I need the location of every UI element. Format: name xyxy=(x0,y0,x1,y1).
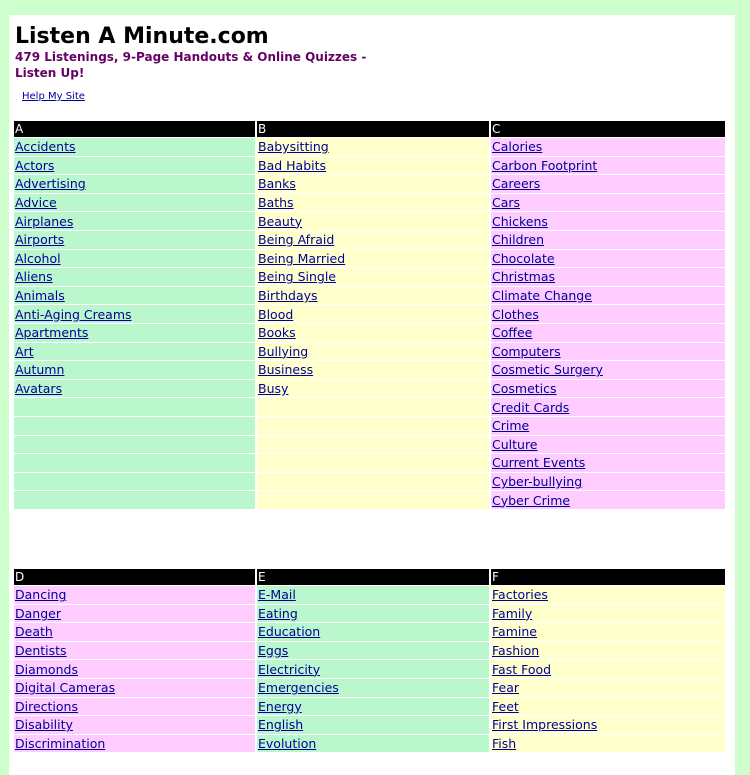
topic-link[interactable]: Fear xyxy=(492,680,519,696)
topic-cell xyxy=(14,305,255,323)
topic-cell xyxy=(489,473,725,491)
topic-cell xyxy=(14,642,255,660)
letter-header-b: B xyxy=(255,121,489,137)
topic-cell xyxy=(255,287,489,305)
topic-cell xyxy=(489,343,725,361)
topic-cell xyxy=(489,716,725,734)
table-row xyxy=(14,287,725,305)
topic-link[interactable]: Digital Cameras xyxy=(15,680,116,696)
topic-cell xyxy=(489,231,725,249)
topic-cell xyxy=(14,175,255,193)
topic-cell xyxy=(489,138,725,156)
table-row xyxy=(14,473,725,491)
site-title: Listen A Minute.com xyxy=(15,24,269,49)
topic-cell xyxy=(255,305,489,323)
topic-link[interactable]: Blood xyxy=(258,306,294,322)
table-row xyxy=(14,361,725,379)
topic-link[interactable]: Clothes xyxy=(492,306,539,322)
topic-link[interactable]: Art xyxy=(15,343,34,359)
topic-cell xyxy=(14,698,255,716)
topic-link[interactable]: Alcohol xyxy=(15,250,61,266)
topic-link[interactable]: Avatars xyxy=(15,381,63,397)
topic-link[interactable]: Family xyxy=(492,605,533,621)
topic-link[interactable]: Autumn xyxy=(15,362,65,378)
topic-link[interactable]: Beauty xyxy=(258,213,303,229)
topic-cell xyxy=(255,473,489,491)
topic-link[interactable]: Dentists xyxy=(15,643,67,659)
topic-link[interactable]: Fast Food xyxy=(492,661,552,677)
table-row xyxy=(14,436,725,454)
topic-cell xyxy=(489,623,725,641)
topic-link[interactable]: Babysitting xyxy=(258,139,329,155)
topic-link[interactable]: Current Events xyxy=(492,455,586,471)
topic-cell xyxy=(14,473,255,491)
letter-header-c: C xyxy=(489,121,725,137)
topic-cell xyxy=(255,175,489,193)
topic-link[interactable]: Cyber Crime xyxy=(492,492,571,508)
topic-cell xyxy=(255,398,489,416)
topic-cell xyxy=(14,138,255,156)
topic-link[interactable]: Chickens xyxy=(492,213,548,229)
topic-link[interactable]: Danger xyxy=(15,605,61,621)
letter-header-e: E xyxy=(255,569,489,585)
topic-cell xyxy=(255,380,489,398)
topic-cell xyxy=(14,436,255,454)
topic-cell xyxy=(14,586,255,604)
topic-cell xyxy=(489,679,725,697)
topic-cell xyxy=(14,157,255,175)
topic-cell xyxy=(255,623,489,641)
table-row xyxy=(14,660,725,678)
topic-link[interactable]: Diamonds xyxy=(15,661,78,677)
topic-cell xyxy=(255,491,489,509)
topic-link[interactable]: E-Mail xyxy=(258,587,296,603)
topic-link[interactable]: Being Married xyxy=(258,250,346,266)
topic-link[interactable]: Actors xyxy=(15,157,55,173)
table-row xyxy=(14,157,725,175)
topic-cell xyxy=(489,268,725,286)
topic-link[interactable]: Disability xyxy=(15,717,73,733)
table-row xyxy=(14,623,725,641)
topic-link[interactable]: Animals xyxy=(15,288,65,304)
topic-cell xyxy=(14,660,255,678)
topic-cell xyxy=(489,175,725,193)
topic-cell xyxy=(255,250,489,268)
topic-link[interactable]: Eating xyxy=(258,605,298,621)
topic-link[interactable]: Coffee xyxy=(492,325,533,341)
topic-cell xyxy=(489,212,725,230)
topic-link[interactable]: Famine xyxy=(492,624,537,640)
topic-cell xyxy=(489,287,725,305)
table-row xyxy=(14,586,725,604)
topic-link[interactable]: Advice xyxy=(15,195,57,211)
topic-link[interactable]: Cosmetics xyxy=(492,381,557,397)
topic-cell xyxy=(489,436,725,454)
topic-link[interactable]: Being Afraid xyxy=(258,232,335,248)
letter-header-row xyxy=(14,569,725,585)
topic-link[interactable]: Discrimination xyxy=(15,736,106,752)
topic-link[interactable]: Birthdays xyxy=(258,288,318,304)
topic-cell xyxy=(14,212,255,230)
topic-cell xyxy=(255,212,489,230)
topic-cell xyxy=(14,231,255,249)
topic-link[interactable]: First Impressions xyxy=(492,717,598,733)
topic-link[interactable]: Books xyxy=(258,325,296,341)
topic-cell xyxy=(489,250,725,268)
topic-link[interactable]: Death xyxy=(15,624,53,640)
table-row xyxy=(14,398,725,416)
table-row xyxy=(14,642,725,660)
topic-link[interactable]: Carbon Footprint xyxy=(492,157,598,173)
table-row xyxy=(14,380,725,398)
topic-cell xyxy=(14,417,255,435)
topic-cell xyxy=(255,586,489,604)
topic-link[interactable]: Energy xyxy=(258,698,302,714)
topic-link[interactable]: Calories xyxy=(492,139,543,155)
topic-cell xyxy=(489,194,725,212)
topic-link[interactable]: Feet xyxy=(492,698,519,714)
table-row xyxy=(14,138,725,156)
topic-cell xyxy=(14,250,255,268)
letter-header-a: A xyxy=(14,121,255,137)
topic-cell xyxy=(255,324,489,342)
table-row xyxy=(14,231,725,249)
topic-link[interactable]: Aliens xyxy=(15,269,53,285)
topic-link[interactable]: Anti-Aging Creams xyxy=(15,306,132,322)
topic-cell xyxy=(255,605,489,623)
topic-cell xyxy=(489,417,725,435)
topic-cell xyxy=(255,343,489,361)
topic-cell xyxy=(255,157,489,175)
topic-cell xyxy=(14,268,255,286)
table-row xyxy=(14,454,725,472)
topic-link[interactable]: Fashion xyxy=(492,643,540,659)
topic-cell xyxy=(14,679,255,697)
topic-link[interactable]: Banks xyxy=(258,176,296,192)
topic-cell xyxy=(255,642,489,660)
letter-header-f: F xyxy=(489,569,725,585)
topic-link[interactable]: Chocolate xyxy=(492,250,555,266)
topic-cell xyxy=(14,716,255,734)
topic-cell xyxy=(255,231,489,249)
topic-link[interactable]: Baths xyxy=(258,195,294,211)
topic-cell xyxy=(489,586,725,604)
topic-link[interactable]: Advertising xyxy=(15,176,86,192)
topic-cell xyxy=(489,491,725,509)
table-row xyxy=(14,605,725,623)
topic-link[interactable]: Being Single xyxy=(258,269,336,285)
table-row xyxy=(14,417,725,435)
topic-cell xyxy=(489,324,725,342)
topic-cell xyxy=(489,157,725,175)
topic-cell xyxy=(14,491,255,509)
topic-cell xyxy=(14,287,255,305)
topic-cell xyxy=(14,324,255,342)
topic-link[interactable]: Apartments xyxy=(15,325,89,341)
topic-cell xyxy=(489,305,725,323)
topic-link[interactable]: Accidents xyxy=(15,139,76,155)
topic-link[interactable]: Electricity xyxy=(258,661,321,677)
table-row xyxy=(14,491,725,509)
topic-link[interactable]: Airports xyxy=(15,232,65,248)
site-tagline: 479 Listenings, 9-Page Handouts & Online Quizzes - Listen Up! xyxy=(15,50,367,80)
letter-header-d: D xyxy=(14,569,255,585)
topic-cell xyxy=(255,417,489,435)
topic-link[interactable]: Christmas xyxy=(492,269,556,285)
topic-cell xyxy=(489,454,725,472)
topic-link[interactable]: Computers xyxy=(492,343,561,359)
topic-link[interactable]: Culture xyxy=(492,436,538,452)
topics-table-d-f xyxy=(14,568,725,753)
topic-link[interactable]: Airplanes xyxy=(15,213,74,229)
topic-cell xyxy=(14,343,255,361)
topic-cell xyxy=(14,361,255,379)
table-row xyxy=(14,343,725,361)
table-row xyxy=(14,250,725,268)
topic-link[interactable]: Dancing xyxy=(15,587,67,603)
topic-link[interactable]: Bullying xyxy=(258,343,309,359)
topic-cell xyxy=(255,698,489,716)
table-row xyxy=(14,716,725,734)
topic-link[interactable]: Eggs xyxy=(258,643,289,659)
topic-cell xyxy=(489,660,725,678)
topic-link[interactable]: Cosmetic Surgery xyxy=(492,362,603,378)
topic-link[interactable]: Fish xyxy=(492,736,517,752)
topic-cell xyxy=(14,454,255,472)
topic-cell xyxy=(255,679,489,697)
table-row xyxy=(14,175,725,193)
table-row xyxy=(14,679,725,697)
table-row xyxy=(14,305,725,323)
topic-link[interactable]: Directions xyxy=(15,698,78,714)
table-row xyxy=(14,194,725,212)
letter-header-row xyxy=(14,121,725,137)
topic-link[interactable]: Credit Cards xyxy=(492,399,570,415)
topic-cell xyxy=(489,605,725,623)
topic-link[interactable]: Business xyxy=(258,362,314,378)
topic-link[interactable]: English xyxy=(258,717,304,733)
topic-link[interactable]: Busy xyxy=(258,381,289,397)
topic-link[interactable]: Careers xyxy=(492,176,541,192)
topic-link[interactable]: Crime xyxy=(492,418,530,434)
topic-cell xyxy=(14,380,255,398)
topic-cell xyxy=(255,138,489,156)
topic-link[interactable]: Factories xyxy=(492,587,548,603)
topic-cell xyxy=(255,361,489,379)
topic-cell xyxy=(489,361,725,379)
topic-link[interactable]: Cars xyxy=(492,195,521,211)
topic-cell xyxy=(14,398,255,416)
topic-link[interactable]: Education xyxy=(258,624,321,640)
topic-link[interactable]: Evolution xyxy=(258,736,317,752)
table-row xyxy=(14,268,725,286)
topic-cell xyxy=(14,605,255,623)
topic-cell xyxy=(489,698,725,716)
topic-cell xyxy=(14,194,255,212)
topics-table-a-c xyxy=(14,120,725,510)
topic-cell xyxy=(255,436,489,454)
topic-cell xyxy=(489,380,725,398)
topic-cell xyxy=(489,642,725,660)
table-row xyxy=(14,212,725,230)
topic-cell xyxy=(255,716,489,734)
topic-link[interactable]: Cyber-bullying xyxy=(492,473,583,489)
table-row xyxy=(14,324,725,342)
topic-link[interactable]: Emergencies xyxy=(258,680,339,696)
topic-cell xyxy=(255,268,489,286)
topic-cell xyxy=(14,623,255,641)
topic-cell xyxy=(255,194,489,212)
topic-cell xyxy=(255,454,489,472)
topic-link[interactable]: Climate Change xyxy=(492,288,592,304)
topic-link[interactable]: Children xyxy=(492,232,545,248)
topic-cell xyxy=(255,660,489,678)
table-row xyxy=(14,698,725,716)
help-my-site-link[interactable]: Help My Site xyxy=(22,91,85,102)
topic-cell xyxy=(489,398,725,416)
topic-link[interactable]: Bad Habits xyxy=(258,157,327,173)
